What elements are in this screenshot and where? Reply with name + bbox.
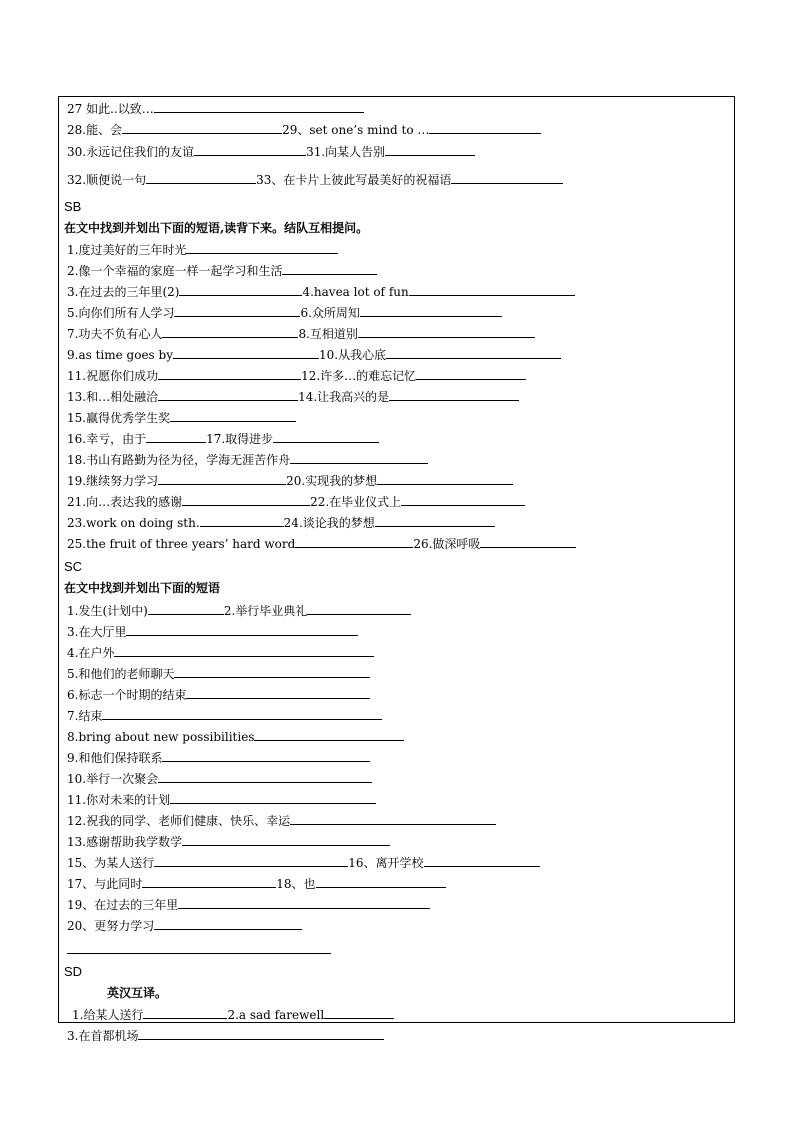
phrase-label: 13.感谢帮助我学数学 — [67, 835, 183, 849]
phrase-line — [67, 874, 446, 892]
phrase-label: 3.在大厅里 — [67, 625, 127, 639]
answer-blank[interactable] — [409, 282, 575, 296]
answer-blank[interactable] — [158, 471, 286, 485]
answer-blank[interactable] — [154, 916, 302, 930]
answer-blank[interactable] — [429, 120, 541, 134]
phrase-label: 4.havea lot of fun — [302, 285, 409, 299]
phrase-line — [67, 790, 376, 808]
answer-blank[interactable] — [148, 601, 224, 615]
phrase-label: 9.和他们保持联系 — [67, 751, 163, 765]
phrase-line — [67, 513, 495, 531]
phrase-line — [67, 916, 302, 934]
phrase-line — [67, 429, 379, 447]
phrase-label: 10.举行一次聚会 — [67, 772, 159, 786]
section-instruction: 在文中找到并划出下面的短语,读背下来。结队互相提问。 — [64, 221, 369, 235]
answer-blank[interactable] — [424, 853, 540, 867]
answer-blank[interactable] — [126, 622, 358, 636]
phrase-label: 2.像一个幸福的家庭一样一起学习和生活 — [67, 264, 283, 278]
phrase-line — [67, 534, 576, 552]
answer-blank[interactable] — [254, 727, 404, 741]
phrase-label: 3.在首都机场 — [67, 1029, 139, 1043]
answer-blank[interactable] — [162, 748, 370, 762]
phrase-line — [67, 99, 364, 117]
answer-blank[interactable] — [138, 1026, 384, 1040]
answer-blank[interactable] — [158, 387, 298, 401]
answer-blank[interactable] — [290, 811, 496, 825]
phrase-line — [67, 853, 540, 871]
answer-blank[interactable] — [401, 492, 525, 506]
phrase-label: 5.和他们的老师聊天 — [67, 667, 175, 681]
phrase-line — [67, 664, 370, 682]
phrase-label: 14.让我高兴的是 — [298, 390, 390, 404]
section-heading-sd: SD — [64, 964, 83, 979]
answer-blank[interactable] — [174, 664, 370, 678]
answer-blank[interactable] — [162, 324, 298, 338]
answer-blank[interactable] — [114, 643, 374, 657]
phrase-label: 9.as time goes by — [67, 348, 173, 362]
phrase-label: 3.在过去的三年里(2) — [67, 285, 180, 299]
phrase-line — [67, 170, 563, 188]
phrase-label: 7.功夫不负有心人 — [67, 327, 163, 341]
phrase-label: 13.和…相处融洽 — [67, 390, 159, 404]
phrase-label: 26.做深呼吸 — [413, 537, 481, 551]
phrase-label: 18、也 — [276, 877, 316, 891]
answer-blank[interactable] — [158, 769, 372, 783]
phrase-label: 32.顺便说一句 — [67, 173, 147, 187]
phrase-line — [67, 387, 519, 405]
answer-blank[interactable] — [324, 1005, 394, 1019]
phrase-label: 20、更努力学习 — [67, 919, 155, 933]
worksheet-table — [58, 96, 735, 1043]
answer-blank[interactable] — [307, 601, 411, 615]
answer-blank[interactable] — [389, 387, 519, 401]
section-heading-sc: SC — [64, 559, 83, 574]
phrase-line — [67, 622, 358, 640]
phrase-label: 31.向某人告别 — [306, 145, 386, 159]
answer-blank[interactable] — [186, 685, 370, 699]
answer-blank[interactable] — [186, 240, 338, 254]
phrase-line — [72, 1005, 394, 1023]
answer-blank[interactable] — [295, 534, 413, 548]
phrase-line — [67, 811, 496, 829]
answer-blank[interactable] — [290, 450, 428, 464]
phrase-label: 24.谈论我的梦想 — [283, 516, 375, 530]
phrase-label: 25.the fruit of three years’ hard word — [67, 537, 296, 551]
phrase-label: 11.你对未来的计划 — [67, 793, 171, 807]
answer-blank[interactable] — [358, 324, 535, 338]
answer-blank[interactable] — [178, 895, 298, 909]
answer-blank[interactable] — [173, 345, 319, 359]
answer-blank[interactable] — [316, 874, 446, 888]
phrase-label: 5.向你们所有人学习 — [67, 306, 175, 320]
phrase-line — [67, 492, 525, 510]
answer-blank[interactable] — [451, 170, 563, 184]
phrase-line — [67, 643, 374, 661]
phrase-label: 4.在户外 — [67, 646, 115, 660]
phrase-label: 17、与此同时 — [67, 877, 143, 891]
phrase-label: 11.祝愿你们成功 — [67, 369, 159, 383]
phrase-label: 19、在过去的三年里 — [67, 898, 179, 912]
answer-blank[interactable] — [273, 429, 379, 443]
phrase-label: 8.互相道别 — [298, 327, 358, 341]
phrase-label: 16、离开学校 — [348, 856, 424, 870]
phrase-line — [67, 408, 296, 426]
section-heading-sb: SB — [64, 199, 82, 214]
phrase-label: 15.赢得优秀学生奖 — [67, 411, 171, 425]
answer-blank[interactable] — [282, 261, 377, 275]
phrase-label: 15、为某人送行 — [67, 856, 155, 870]
phrase-line — [67, 120, 541, 138]
phrase-label: 1.给某人送行 — [72, 1008, 144, 1022]
phrase-line — [67, 142, 475, 160]
phrase-label: 17.取得进步 — [206, 432, 274, 446]
answer-blank[interactable] — [197, 940, 331, 954]
phrase-line — [67, 895, 430, 913]
phrase-label: 12.祝我的同学、老师们健康、快乐、幸运 — [67, 814, 291, 828]
phrase-label: 8.bring about new possibilities — [67, 730, 255, 744]
phrase-label: 6.众所周知 — [300, 306, 360, 320]
phrase-label: 2.a sad farewell — [227, 1008, 325, 1022]
phrase-label: 1.发生(计划中) — [67, 604, 148, 618]
answer-blank[interactable] — [416, 366, 526, 380]
answer-blank[interactable] — [174, 303, 300, 317]
section-instruction: 英汉互译。 — [107, 986, 168, 1000]
answer-blank[interactable] — [200, 513, 284, 527]
answer-blank[interactable] — [360, 303, 502, 317]
answer-blank[interactable] — [170, 408, 296, 422]
phrase-line — [67, 345, 561, 363]
answer-blank[interactable] — [480, 534, 576, 548]
answer-blank[interactable] — [143, 1005, 227, 1019]
phrase-label: 23.work on doing sth. — [67, 516, 200, 530]
phrase-line — [67, 261, 377, 279]
phrase-line — [67, 706, 382, 724]
phrase-label: 33、在卡片上彼此写最美好的祝福语 — [256, 173, 452, 187]
answer-blank[interactable] — [154, 99, 364, 113]
answer-blank[interactable] — [386, 345, 561, 359]
phrase-label: 7.结束 — [67, 709, 103, 723]
phrase-line — [67, 324, 535, 342]
phrase-label: 18.书山有路勤为径为径，学海无涯苦作舟 — [67, 453, 291, 467]
phrase-line — [67, 727, 404, 745]
phrase-line — [67, 940, 331, 958]
phrase-label: 1.度过美好的三年时光 — [67, 243, 187, 257]
phrase-label: 19.继续努力学习 — [67, 474, 159, 488]
phrase-label: 10.从我心底 — [318, 348, 387, 362]
answer-blank[interactable] — [182, 492, 310, 506]
phrase-label: 12.许多…的难忘记忆 — [301, 369, 417, 383]
answer-blank[interactable] — [158, 366, 301, 380]
phrase-label: 27 如此..以致… — [67, 102, 154, 116]
phrase-label: 30.永远记住我们的友谊 — [67, 145, 195, 159]
phrase-line — [67, 282, 575, 300]
phrase-label: 22.在毕业仪式上 — [310, 495, 402, 509]
answer-blank[interactable] — [146, 429, 206, 443]
answer-blank[interactable] — [146, 170, 256, 184]
phrase-line — [67, 366, 526, 384]
phrase-line — [67, 471, 513, 489]
phrase-label: 2.举行毕业典礼 — [223, 604, 308, 618]
phrase-label: 21.向…表达我的感谢 — [67, 495, 183, 509]
phrase-line — [67, 832, 390, 850]
phrase-line — [67, 450, 428, 468]
phrase-label: 6.标志一个时期的结束 — [67, 688, 187, 702]
phrase-label: 20.实现我的梦想 — [286, 474, 378, 488]
answer-blank[interactable] — [154, 853, 348, 867]
answer-blank[interactable] — [298, 895, 430, 909]
answer-blank[interactable] — [142, 874, 276, 888]
phrase-label: 28.能、会 — [67, 123, 123, 137]
phrase-line — [67, 685, 370, 703]
answer-blank[interactable] — [375, 513, 495, 527]
phrase-label: 29、set one’s mind to … — [282, 123, 430, 137]
phrase-line — [67, 748, 370, 766]
phrase-line — [67, 769, 372, 787]
phrase-line — [67, 240, 338, 258]
answer-blank[interactable] — [194, 142, 306, 156]
phrase-line — [67, 303, 502, 321]
answer-blank[interactable] — [179, 282, 302, 296]
answer-blank[interactable] — [122, 120, 282, 134]
phrase-line — [67, 1026, 384, 1044]
phrase-label: 16.幸亏，由于 — [67, 432, 147, 446]
answer-blank[interactable] — [182, 832, 390, 846]
answer-blank[interactable] — [377, 471, 513, 485]
answer-blank[interactable] — [102, 706, 382, 720]
answer-blank[interactable] — [170, 790, 376, 804]
phrase-line — [67, 601, 411, 619]
answer-blank[interactable] — [67, 940, 197, 954]
section-instruction: 在文中找到并划出下面的短语 — [64, 581, 221, 595]
answer-blank[interactable] — [385, 142, 475, 156]
